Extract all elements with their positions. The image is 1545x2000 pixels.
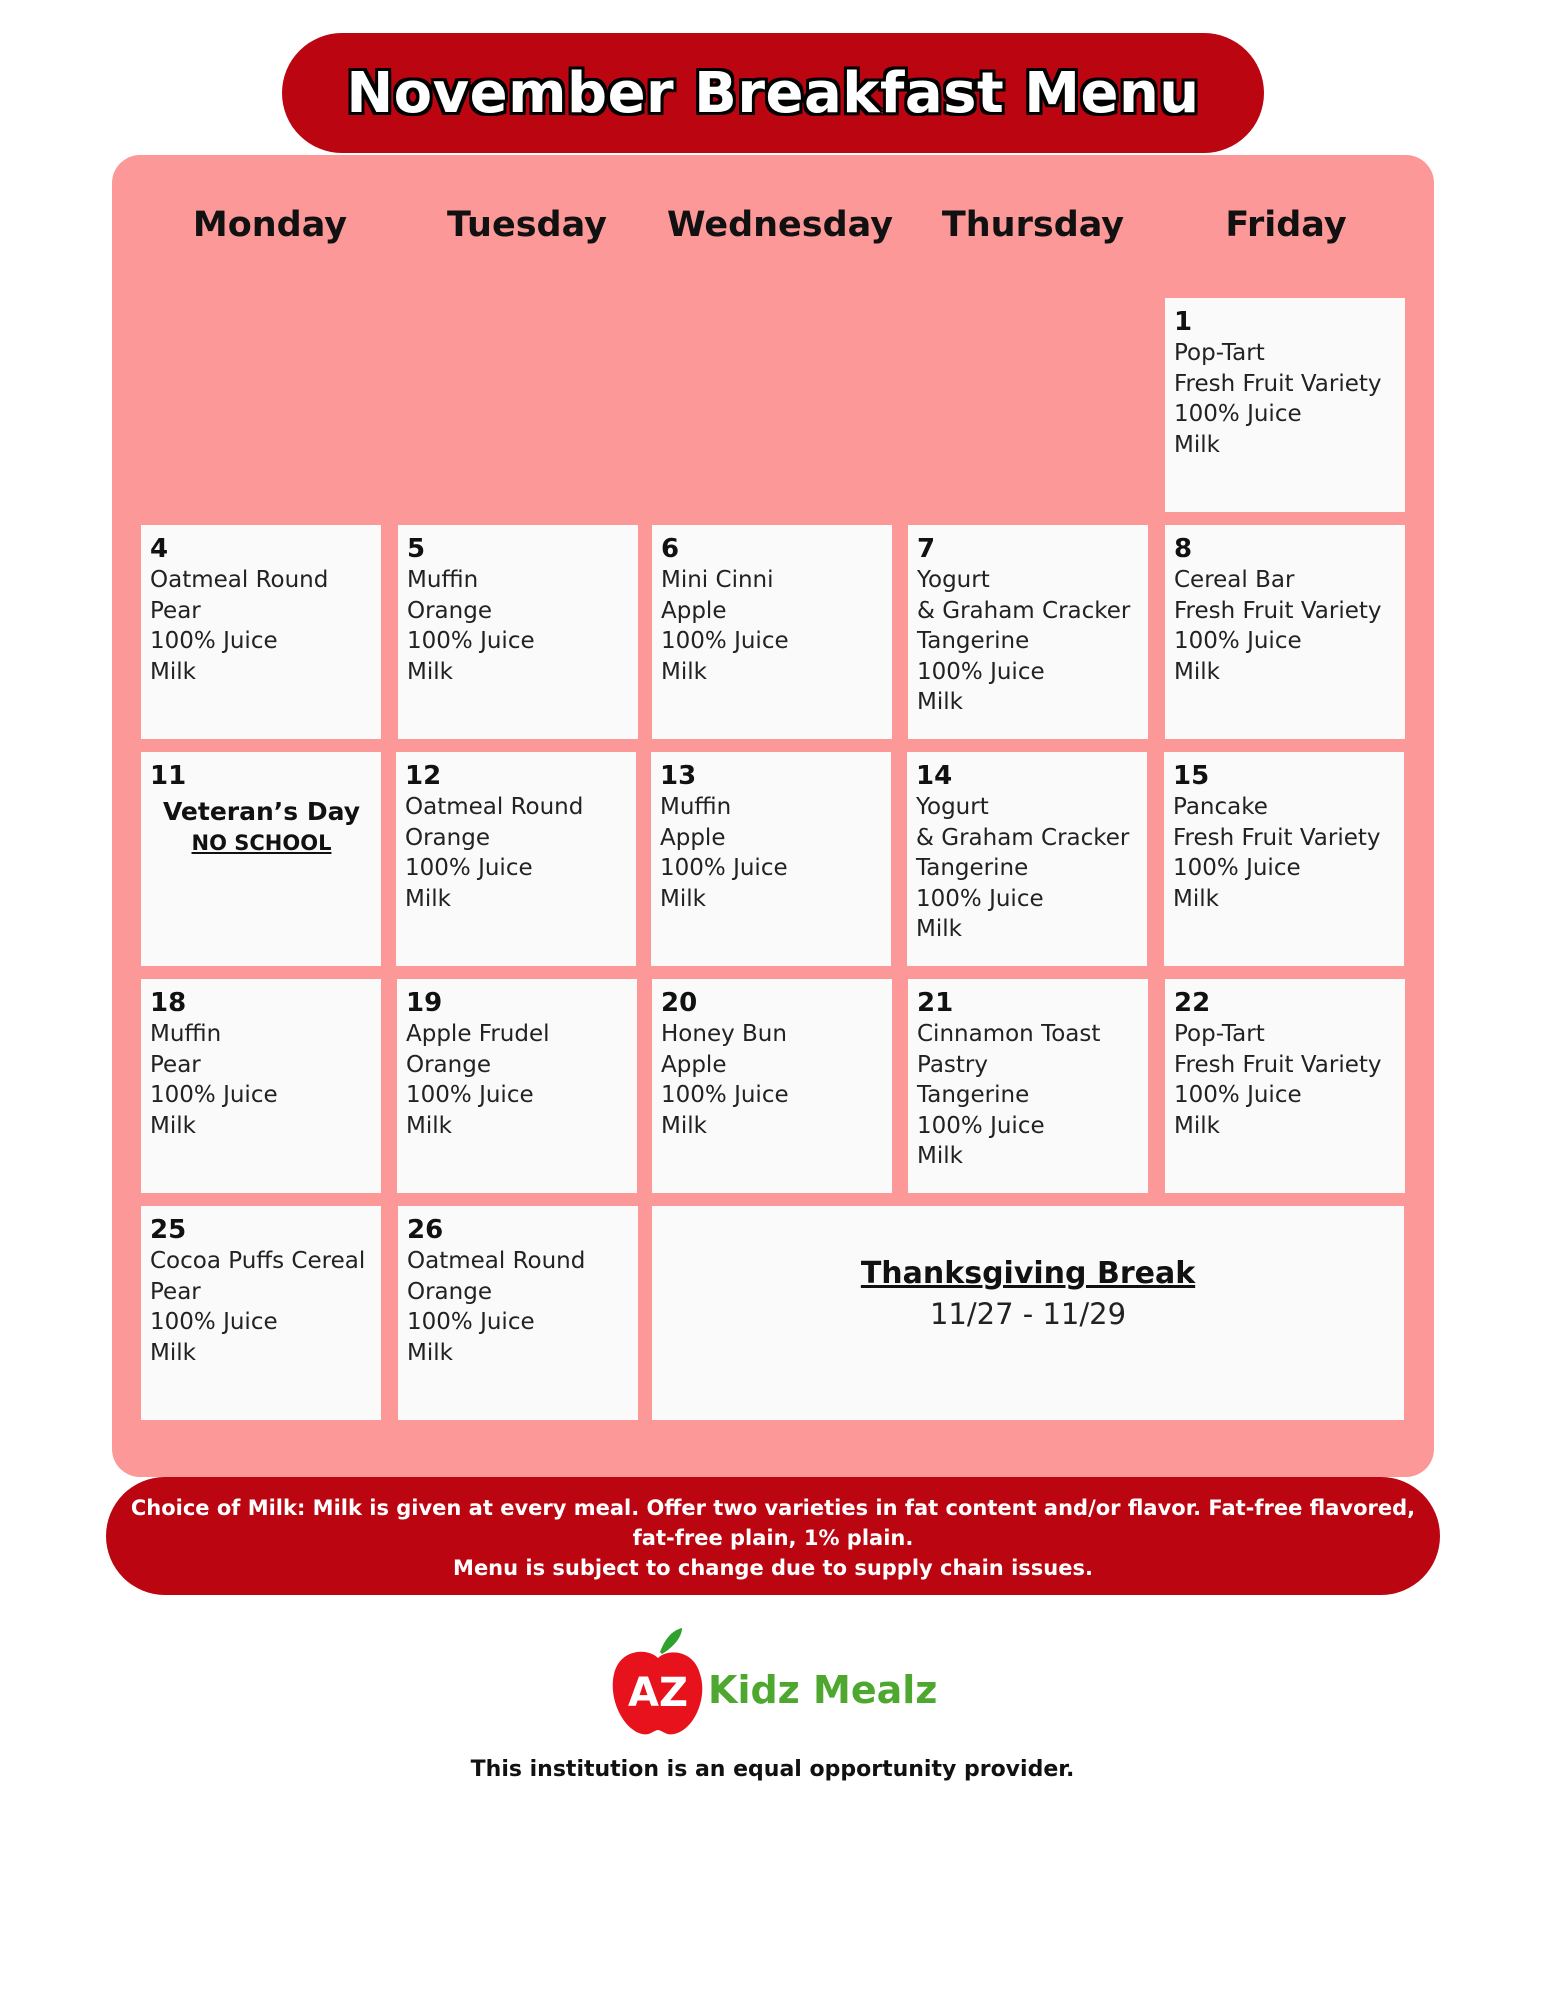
menu-item: Apple <box>661 597 727 624</box>
header-friday: Friday <box>1225 205 1347 245</box>
menu-item: 100% Juice <box>916 885 1044 912</box>
menu-item: 100% Juice <box>917 1112 1045 1139</box>
menu-item: Pear <box>150 1051 201 1078</box>
menu-item: Orange <box>405 824 490 851</box>
cell-date: 1 <box>1174 307 1193 337</box>
menu-item: Fresh Fruit Variety <box>1173 824 1381 851</box>
menu-item: Milk <box>1174 658 1220 685</box>
menu-item: Apple Frudel <box>406 1021 550 1047</box>
menu-item: Cocoa Puffs Cereal <box>150 1248 366 1274</box>
cell-date: 4 <box>150 534 169 564</box>
menu-item: & Graham Cracker <box>916 824 1130 851</box>
menu-item: Pastry <box>917 1051 988 1078</box>
menu-item: Oatmeal Round <box>150 567 329 593</box>
day-cell-21 <box>908 979 1148 1193</box>
cell-date: 6 <box>661 534 680 564</box>
cell-date: 11 <box>150 761 187 791</box>
menu-item: 100% Juice <box>405 855 533 881</box>
note-line-1: Choice of Milk: Milk is given at every meal. Offer two varieties in fat content and/or flavor. Fat-free flavored, <box>130 1496 1416 1520</box>
menu-item: & Graham Cracker <box>917 597 1131 624</box>
menu-item: 100% Juice <box>150 628 278 654</box>
menu-item: Cinnamon Toast <box>917 1021 1101 1047</box>
menu-item: Yogurt <box>916 794 989 820</box>
menu-item: Cereal Bar <box>1174 567 1295 593</box>
menu-item: Milk <box>917 1143 963 1169</box>
cell-date: 22 <box>1174 988 1211 1018</box>
day-cell-6 <box>652 525 892 739</box>
menu-item: 100% Juice <box>661 1082 789 1108</box>
menu-item: Orange <box>407 1278 492 1305</box>
menu-item: Tangerine <box>917 1082 1030 1108</box>
menu-item: Muffin <box>660 794 732 820</box>
menu-item: Milk <box>406 1112 452 1139</box>
menu-item: Milk <box>407 1339 453 1366</box>
header-tuesday: Tuesday <box>447 205 607 245</box>
day-cell-18 <box>141 979 381 1193</box>
day-cell-26 <box>398 1206 638 1420</box>
menu-item: Milk <box>150 658 196 685</box>
note-line-3: Menu is subject to change due to supply chain issues. <box>453 1556 1093 1580</box>
cell-date: 13 <box>660 761 697 791</box>
menu-item: Tangerine <box>916 855 1029 881</box>
day-cell-1 <box>1165 298 1405 512</box>
menu-item: Fresh Fruit Variety <box>1174 370 1382 397</box>
title-banner <box>282 33 1264 153</box>
day-cell-20 <box>652 979 892 1193</box>
menu-item: Muffin <box>150 1021 222 1047</box>
menu-item: 100% Juice <box>1174 628 1302 654</box>
footer-statement: This institution is an equal opportunity provider. <box>470 1757 1075 1782</box>
note-line-2: fat-free plain, 1% plain. <box>632 1526 914 1550</box>
day-cell-15 <box>1164 752 1404 966</box>
menu-item: 100% Juice <box>150 1309 278 1335</box>
menu-item: Milk <box>407 658 453 685</box>
menu-item: Tangerine <box>917 628 1030 654</box>
day-cell-5 <box>398 525 638 739</box>
menu-item: Mini Cinni <box>661 567 774 593</box>
menu-item: Orange <box>406 1051 491 1078</box>
menu-item: 100% Juice <box>1174 401 1302 427</box>
cell-date: 26 <box>407 1215 444 1245</box>
cell-date: 20 <box>661 988 698 1018</box>
menu-item: Milk <box>1174 431 1220 458</box>
menu-item: Orange <box>407 597 492 624</box>
cell-date: 5 <box>407 534 426 564</box>
menu-item: Oatmeal Round <box>405 794 584 820</box>
day-cell-25 <box>141 1206 381 1420</box>
menu-item: Milk <box>1174 1112 1220 1139</box>
day-cell-13 <box>651 752 891 966</box>
kidz-mealz-logo <box>608 1626 938 1738</box>
menu-item: Pop-Tart <box>1174 340 1265 366</box>
day-cell-4 <box>141 525 381 739</box>
menu-item: 100% Juice <box>1173 855 1301 881</box>
menu-item: Milk <box>405 885 451 912</box>
day-cell-7 <box>908 525 1148 739</box>
thanksgiving-break-cell <box>652 1206 1404 1420</box>
header-wednesday: Wednesday <box>666 205 894 245</box>
menu-item: Apple <box>660 824 726 851</box>
menu-item: Muffin <box>407 567 479 593</box>
menu-item: Milk <box>661 1112 707 1139</box>
menu-item: 100% Juice <box>1174 1082 1302 1108</box>
menu-item: Milk <box>916 916 962 942</box>
menu-item: Pop-Tart <box>1174 1021 1265 1047</box>
logo-text: Kidz Mealz <box>708 1668 938 1712</box>
day-cell-22 <box>1165 979 1405 1193</box>
cell-date: 21 <box>917 988 954 1018</box>
menu-item: Honey Bun <box>661 1021 787 1047</box>
cell-date: 18 <box>150 988 187 1018</box>
menu-item: Apple <box>661 1051 727 1078</box>
cell-date: 25 <box>150 1215 187 1245</box>
menu-item: Milk <box>917 689 963 715</box>
menu-item: 100% Juice <box>407 1309 535 1335</box>
menu-item: Yogurt <box>917 567 990 593</box>
menu-item: Milk <box>660 885 706 912</box>
day-cell-14 <box>907 752 1147 966</box>
holiday-label: Veteran’s Day <box>162 797 361 826</box>
cell-date: 7 <box>917 534 936 564</box>
header-thursday: Thursday <box>941 205 1125 245</box>
cell-date: 14 <box>916 761 953 791</box>
menu-item: 100% Juice <box>407 628 535 654</box>
page-title: November Breakfast Menu <box>346 60 1200 126</box>
no-school-label: NO SCHOOL <box>191 831 332 855</box>
cell-date: 19 <box>406 988 443 1018</box>
menu-item: Milk <box>661 658 707 685</box>
menu-item: Milk <box>1173 885 1219 912</box>
logo-mark: AZ <box>628 1670 688 1716</box>
menu-item: Pear <box>150 1278 201 1305</box>
cell-date: 12 <box>405 761 442 791</box>
break-title: Thanksgiving Break <box>860 1256 1196 1291</box>
day-cell-11 <box>141 752 381 966</box>
menu-item: Milk <box>150 1112 196 1139</box>
menu-item: Fresh Fruit Variety <box>1174 597 1382 624</box>
menu-item: Fresh Fruit Variety <box>1174 1051 1382 1078</box>
menu-item: 100% Juice <box>150 1082 278 1108</box>
menu-item: 100% Juice <box>660 855 788 881</box>
menu-item: 100% Juice <box>406 1082 534 1108</box>
day-cell-8 <box>1165 525 1405 739</box>
menu-item: Pear <box>150 597 201 624</box>
cell-date: 8 <box>1174 534 1193 564</box>
menu-item: Pancake <box>1173 794 1268 820</box>
day-cell-12 <box>396 752 636 966</box>
menu-item: Oatmeal Round <box>407 1248 586 1274</box>
break-dates: 11/27 - 11/29 <box>929 1297 1127 1331</box>
menu-item: Milk <box>150 1339 196 1366</box>
menu-item: 100% Juice <box>661 628 789 654</box>
menu-item: 100% Juice <box>917 658 1045 685</box>
milk-note-banner <box>106 1477 1440 1595</box>
header-monday: Monday <box>192 205 348 245</box>
cell-date: 15 <box>1173 761 1210 791</box>
apple-icon <box>608 1626 708 1738</box>
day-cell-19 <box>397 979 637 1193</box>
